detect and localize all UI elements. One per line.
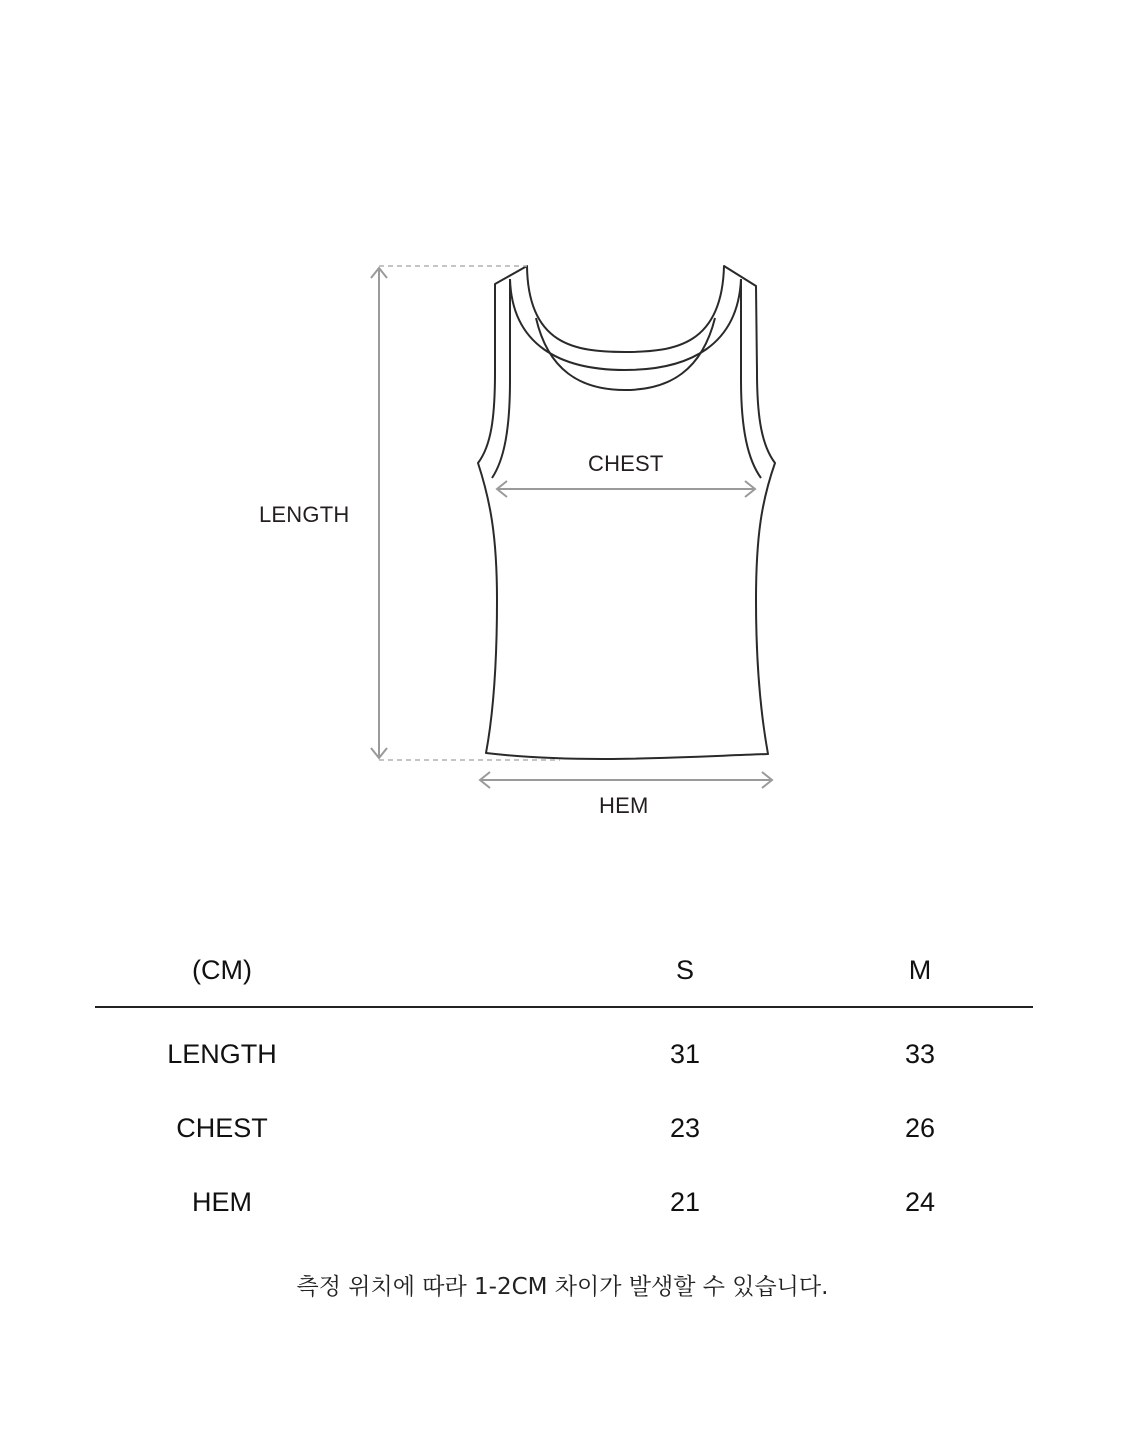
size-header-s: S bbox=[675, 955, 694, 985]
hem-s-value: 21 bbox=[669, 1187, 701, 1217]
hem-label: HEM bbox=[599, 793, 649, 818]
row-label-hem: HEM bbox=[192, 1187, 252, 1217]
chest-m-value: 26 bbox=[904, 1113, 936, 1143]
chest-label: CHEST bbox=[588, 451, 664, 476]
unit-header: (CM) bbox=[192, 955, 252, 985]
size-header-m: M bbox=[908, 955, 932, 985]
hem-m-value: 24 bbox=[904, 1187, 936, 1217]
garment-outline bbox=[478, 266, 775, 759]
row-label-length: LENGTH bbox=[167, 1039, 277, 1069]
table-divider bbox=[95, 1006, 1033, 1008]
chest-s-value: 23 bbox=[669, 1113, 701, 1143]
measurement-note: 측정 위치에 따라 1-2CM 차이가 발생할 수 있습니다. bbox=[296, 1274, 829, 1300]
length-label: LENGTH bbox=[259, 502, 350, 527]
length-m-value: 33 bbox=[904, 1039, 936, 1069]
row-label-chest: CHEST bbox=[176, 1113, 268, 1143]
length-s-value: 31 bbox=[669, 1039, 701, 1069]
